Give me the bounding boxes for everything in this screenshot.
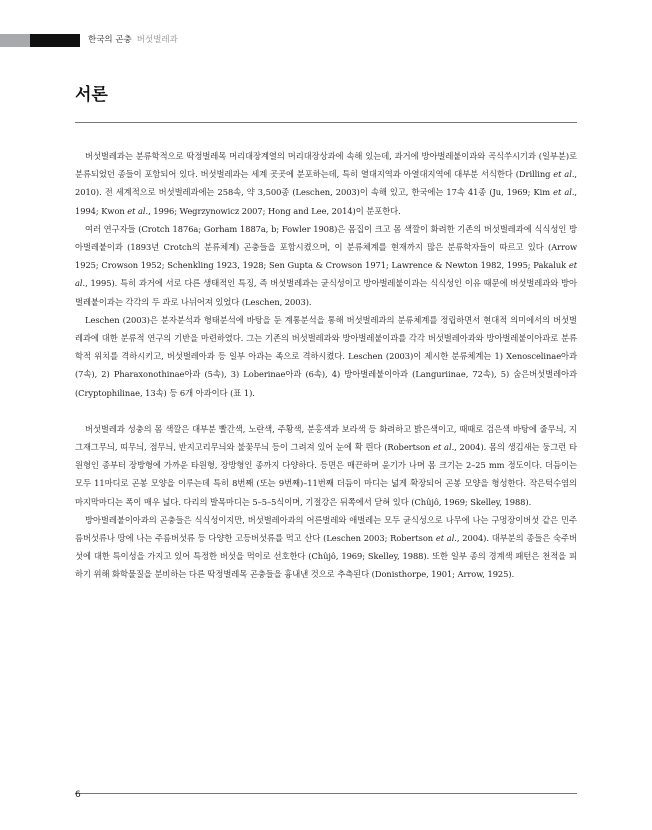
header-bar-gray	[0, 34, 30, 47]
header-bar-black	[30, 34, 80, 47]
page-number: 6	[75, 790, 81, 800]
paragraph: 버섯벌레과 성충의 몸 색깔은 대부분 빨간색, 노란색, 주황색, 분홍색과 보라색 등 화려하고 밝은색이고, 때때로 검은색 바탕에 줄무늬, 지그재그무늬, 띠무늬, 점무늬, 반지고리무늬와 불꽃무늬 등이 그려져 있어 눈에 확 띈다 (Robertson et al., 2004). 몸의 생김새는 둥그런 타원형인 종부터 장방형에 가까운 타원형, 장방형인 종까지 다양하다. 등면은 매끈하며 윤기가 나며 몸 크기는 2–25 mm 정도이다. 더듬이는 모두 11마디로 곤봉 모양을 이루는데 특히 8번째 (또는 9번째)–11번째 더듬이 마디는 넓게 확장되어 곤봉 모양을 형성한다. 작은턱수염의 마지막마디는 폭이 매우 넓다. 다리의 발목마디는 5–5–5식이며, 기절강은 뒤쪽에서 닫혀 있다 (Chûjô, 1969; Skelley, 1988).	[75, 423, 578, 507]
paragraph: 버섯벌레과는 분류학적으로 딱정벌레목 머리대장계열의 머리대장상과에 속해 있는데, 과거에 방아벌레붙이과와 곡식쑤시기과 (일부분)로 분류되었던 종들이 포함되어 있다. 버섯벌레과는 세계 곳곳에 분포하는데, 특히 열대지역과 아열대지역에 대부분 서식한다 (Drilling et al., 2010). 전 세계적으로 버섯벌레과에는 258속, 약 3,500종 (Leschen, 2003)이 속해 있고, 한국에는 17속 41종 (Ju, 1969; Kim et al., 1994; Kwon et al., 1996; Wegrzynowicz 2007; Hong and Lee, 2014)이 분포한다.	[75, 151, 578, 216]
body-text	[75, 147, 577, 584]
title-divider	[75, 122, 577, 123]
running-header	[88, 33, 178, 48]
footer-divider	[75, 793, 577, 794]
paragraph: 여러 연구자들 (Crotch 1876a; Gorham 1887a, b; Fowler 1908)은 몸집이 크고 몸 색깔이 화려한 기존의 버섯벌레과에 식식성인 방아벌레붙이과 (1893년 Crotch의 분류체계) 곤충들을 포함시켰으며, 이 분류체계를 현재까지 많은 분류학자들이 따르고 있다 (Arrow 1925; Crowson 1952; Schenkling 1923, 1928; Sen Gupta & Crowson 1971; Lawrence & Newton 1982, 1995; Pakaluk et al., 1995). 특히 과거에 서로 다른 생태적인 특징, 즉 버섯벌레과는 균식성이고 방아벌레붙이과는 식식성인 이유 때문에 버섯벌레과와 방아벌레붙이과는 각각의 두 과로 나뉘어져 있었다 (Leschen, 2003).	[75, 223, 577, 307]
book-subtitle: 버섯벌레과	[136, 35, 178, 45]
paragraph: Leschen (2003)은 분자분석과 형태분석에 바탕을 둔 계통분석을 통해 버섯벌레과의 분류체계를 정립하면서 현대적 의미에서의 버섯벌레과에 대한 분류적 연구의 기반을 마련하였다. 그는 기존의 버섯벌레과와 방아벌레붙이과를 각각 버섯벌레아과와 방아벌레붙이아과로 분류학적 위치를 격하시키고, 버섯벌레아과 등 일부 아과는 족으로 격하시켰다. Leschen (2003)이 제시한 분류체계는 1) Xenoscelinae아과 (7속), 2) Pharaxonothinae아과 (5속), 3) Loberinae아과 (6속), 4) 방아벌레붙이아과 (Languriinae, 72속), 5) 숨은버섯벌레아과 (Cryptophilinae, 13속) 등 6개 아과이다 (표 1).	[75, 314, 577, 398]
paragraph: 방아벌레붙이아과의 곤충들은 식식성이지만, 버섯벌레아과의 어른벌레와 애벌레는 모두 균식성으로 나무에 나는 구멍장이버섯 같은 민주름버섯류나 땅에 나는 주름버섯류 등 다양한 고등버섯류를 먹고 산다 (Leschen 2003; Robertson et al., 2004). 대부분의 종들은 숙주버섯에 대한 특이성을 가지고 있어 특정한 버섯을 먹이로 선호한다 (Chûjô, 1969; Skelley, 1988). 또한 일부 종의 경계색 패턴은 천적을 피하기 위해 화학물질을 분비하는 다른 딱정벌레목 곤충들을 흉내낸 것으로 추측된다 (Donisthorpe, 1901; Arrow, 1925).	[75, 514, 577, 580]
book-title: 한국의 곤충	[88, 35, 132, 45]
section-title: 서론	[75, 85, 108, 105]
